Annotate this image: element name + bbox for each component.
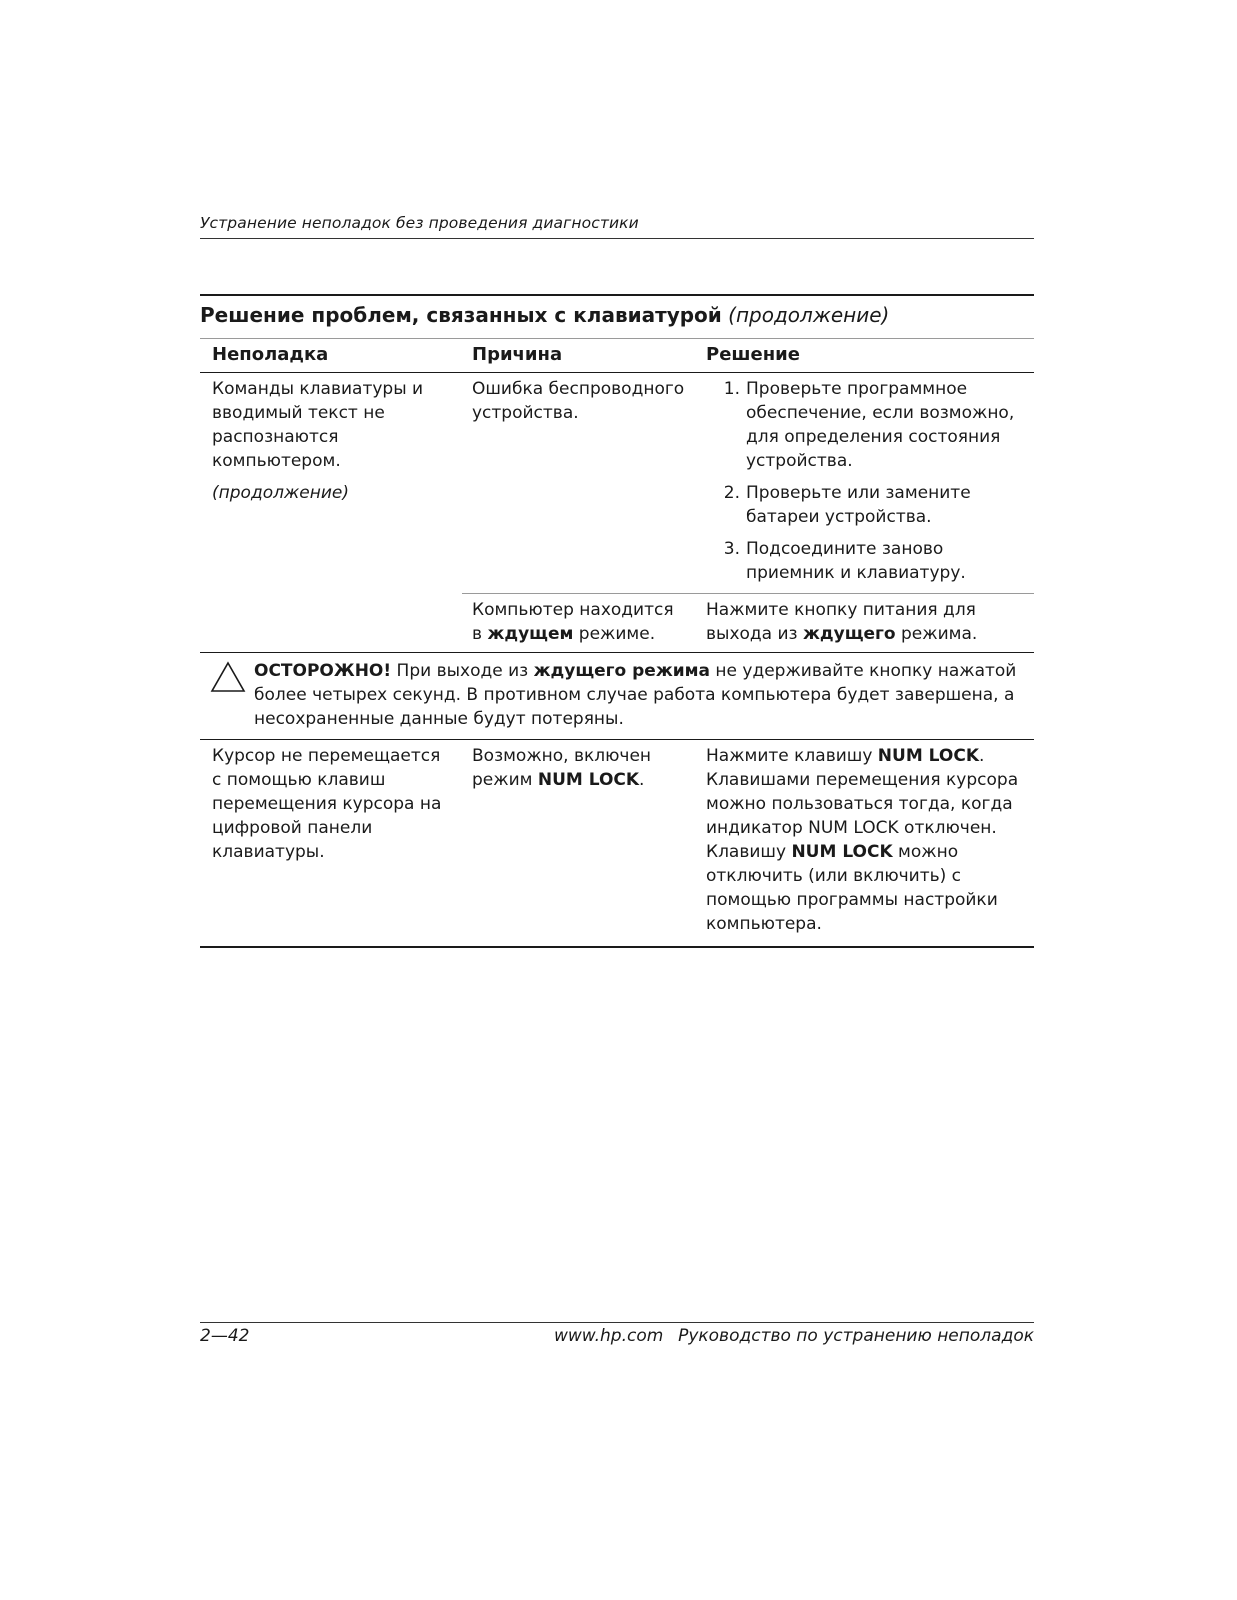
step-text: Подсоедините заново приемник и клавиатуру. xyxy=(746,539,966,583)
page-number: 2—42 xyxy=(200,1326,250,1346)
cause-emphasis: ждущем xyxy=(487,624,574,644)
cause-cell xyxy=(462,740,696,942)
step-number: 3. xyxy=(723,539,740,559)
step-number: 2. xyxy=(723,483,740,503)
list-item xyxy=(706,377,1024,473)
keyboard-troubleshooting-table xyxy=(200,294,1034,948)
table-title-continued: (продолжение) xyxy=(728,303,890,327)
solution-text-3: можно отключить (или включить) с помощью программы настройки компьютера. xyxy=(706,842,998,934)
table-bottom-rule xyxy=(200,946,1034,948)
table-title xyxy=(200,296,1034,338)
caution-text-end: не удерживайте кнопку нажатой более четырех секунд. В противном случае работа компьютера будет завершена, а несохраненные данные будут потеряны. xyxy=(254,661,1017,729)
caution-emphasis: ждущего режима xyxy=(533,661,711,681)
table-row xyxy=(200,740,1034,942)
cause-text-end: режиме. xyxy=(573,624,656,644)
step-number: 1. xyxy=(723,379,740,399)
solution-cell xyxy=(696,373,1034,591)
header-cause: Причина xyxy=(472,344,563,365)
step-text: Проверьте или замените батареи устройства. xyxy=(746,483,971,527)
solution-emphasis: NUM LOCK xyxy=(877,746,979,766)
cause-cell: Ошибка беспроводного устройства. xyxy=(472,379,685,423)
footer-doc-title: Руководство по устранению неполадок xyxy=(678,1326,1034,1346)
caution-label: ОСТОРОЖНО! xyxy=(254,661,392,681)
step-text: Проверьте программное обеспечение, если возможно, для определения состояния устройства. xyxy=(746,379,1015,471)
footer-url: www.hp.com xyxy=(554,1326,664,1346)
solution-text-2: Клавишами перемещения курсора можно пользоваться тогда, когда индикатор NUM LOCK отключен. Клавишу xyxy=(706,770,1019,862)
problem-cell xyxy=(200,373,462,652)
solution-text-end: . xyxy=(979,746,985,766)
list-item xyxy=(706,481,1024,529)
warning-triangle-icon xyxy=(210,661,246,693)
cause-text-end: . xyxy=(639,770,645,790)
running-head: Устранение неполадок без проведения диагностики xyxy=(200,214,639,232)
solution-text: Нажмите кнопку питания для выхода из xyxy=(706,600,976,644)
header-rule xyxy=(200,238,1034,239)
solution-emphasis: ждущего xyxy=(802,624,896,644)
solution-cell xyxy=(696,594,1034,652)
solution-emphasis-2: NUM LOCK xyxy=(791,842,893,862)
problem-continued-note: (продолжение) xyxy=(212,483,349,503)
cause-emphasis: NUM LOCK xyxy=(537,770,640,790)
cause-text: Компьютер находится в xyxy=(472,600,674,644)
solution-text-end: режима. xyxy=(895,624,978,644)
solution-text: Нажмите клавишу xyxy=(706,746,878,766)
sub-row xyxy=(462,591,1034,652)
header-problem: Неполадка xyxy=(212,344,329,365)
list-item xyxy=(706,537,1024,585)
solution-cell xyxy=(696,740,1034,942)
caution-note xyxy=(200,653,1034,739)
table-title-main: Решение проблем, связанных с клавиатурой xyxy=(200,303,722,327)
cause-text: Возможно, включен режим xyxy=(472,746,652,790)
footer-rule xyxy=(200,1322,1034,1323)
caution-text: При выходе из xyxy=(391,661,534,681)
table-row xyxy=(200,373,1034,652)
table-header-row xyxy=(200,339,1034,372)
header-solution: Решение xyxy=(706,344,800,365)
problem-cell: Курсор не перемещается с помощью клавиш перемещения курсора на цифровой панели клавиатуры. xyxy=(212,746,442,862)
problem-text: Команды клавиатуры и вводимый текст не распознаются компьютером. xyxy=(212,379,424,471)
cause-cell xyxy=(462,594,696,652)
solution-steps xyxy=(706,377,1024,585)
